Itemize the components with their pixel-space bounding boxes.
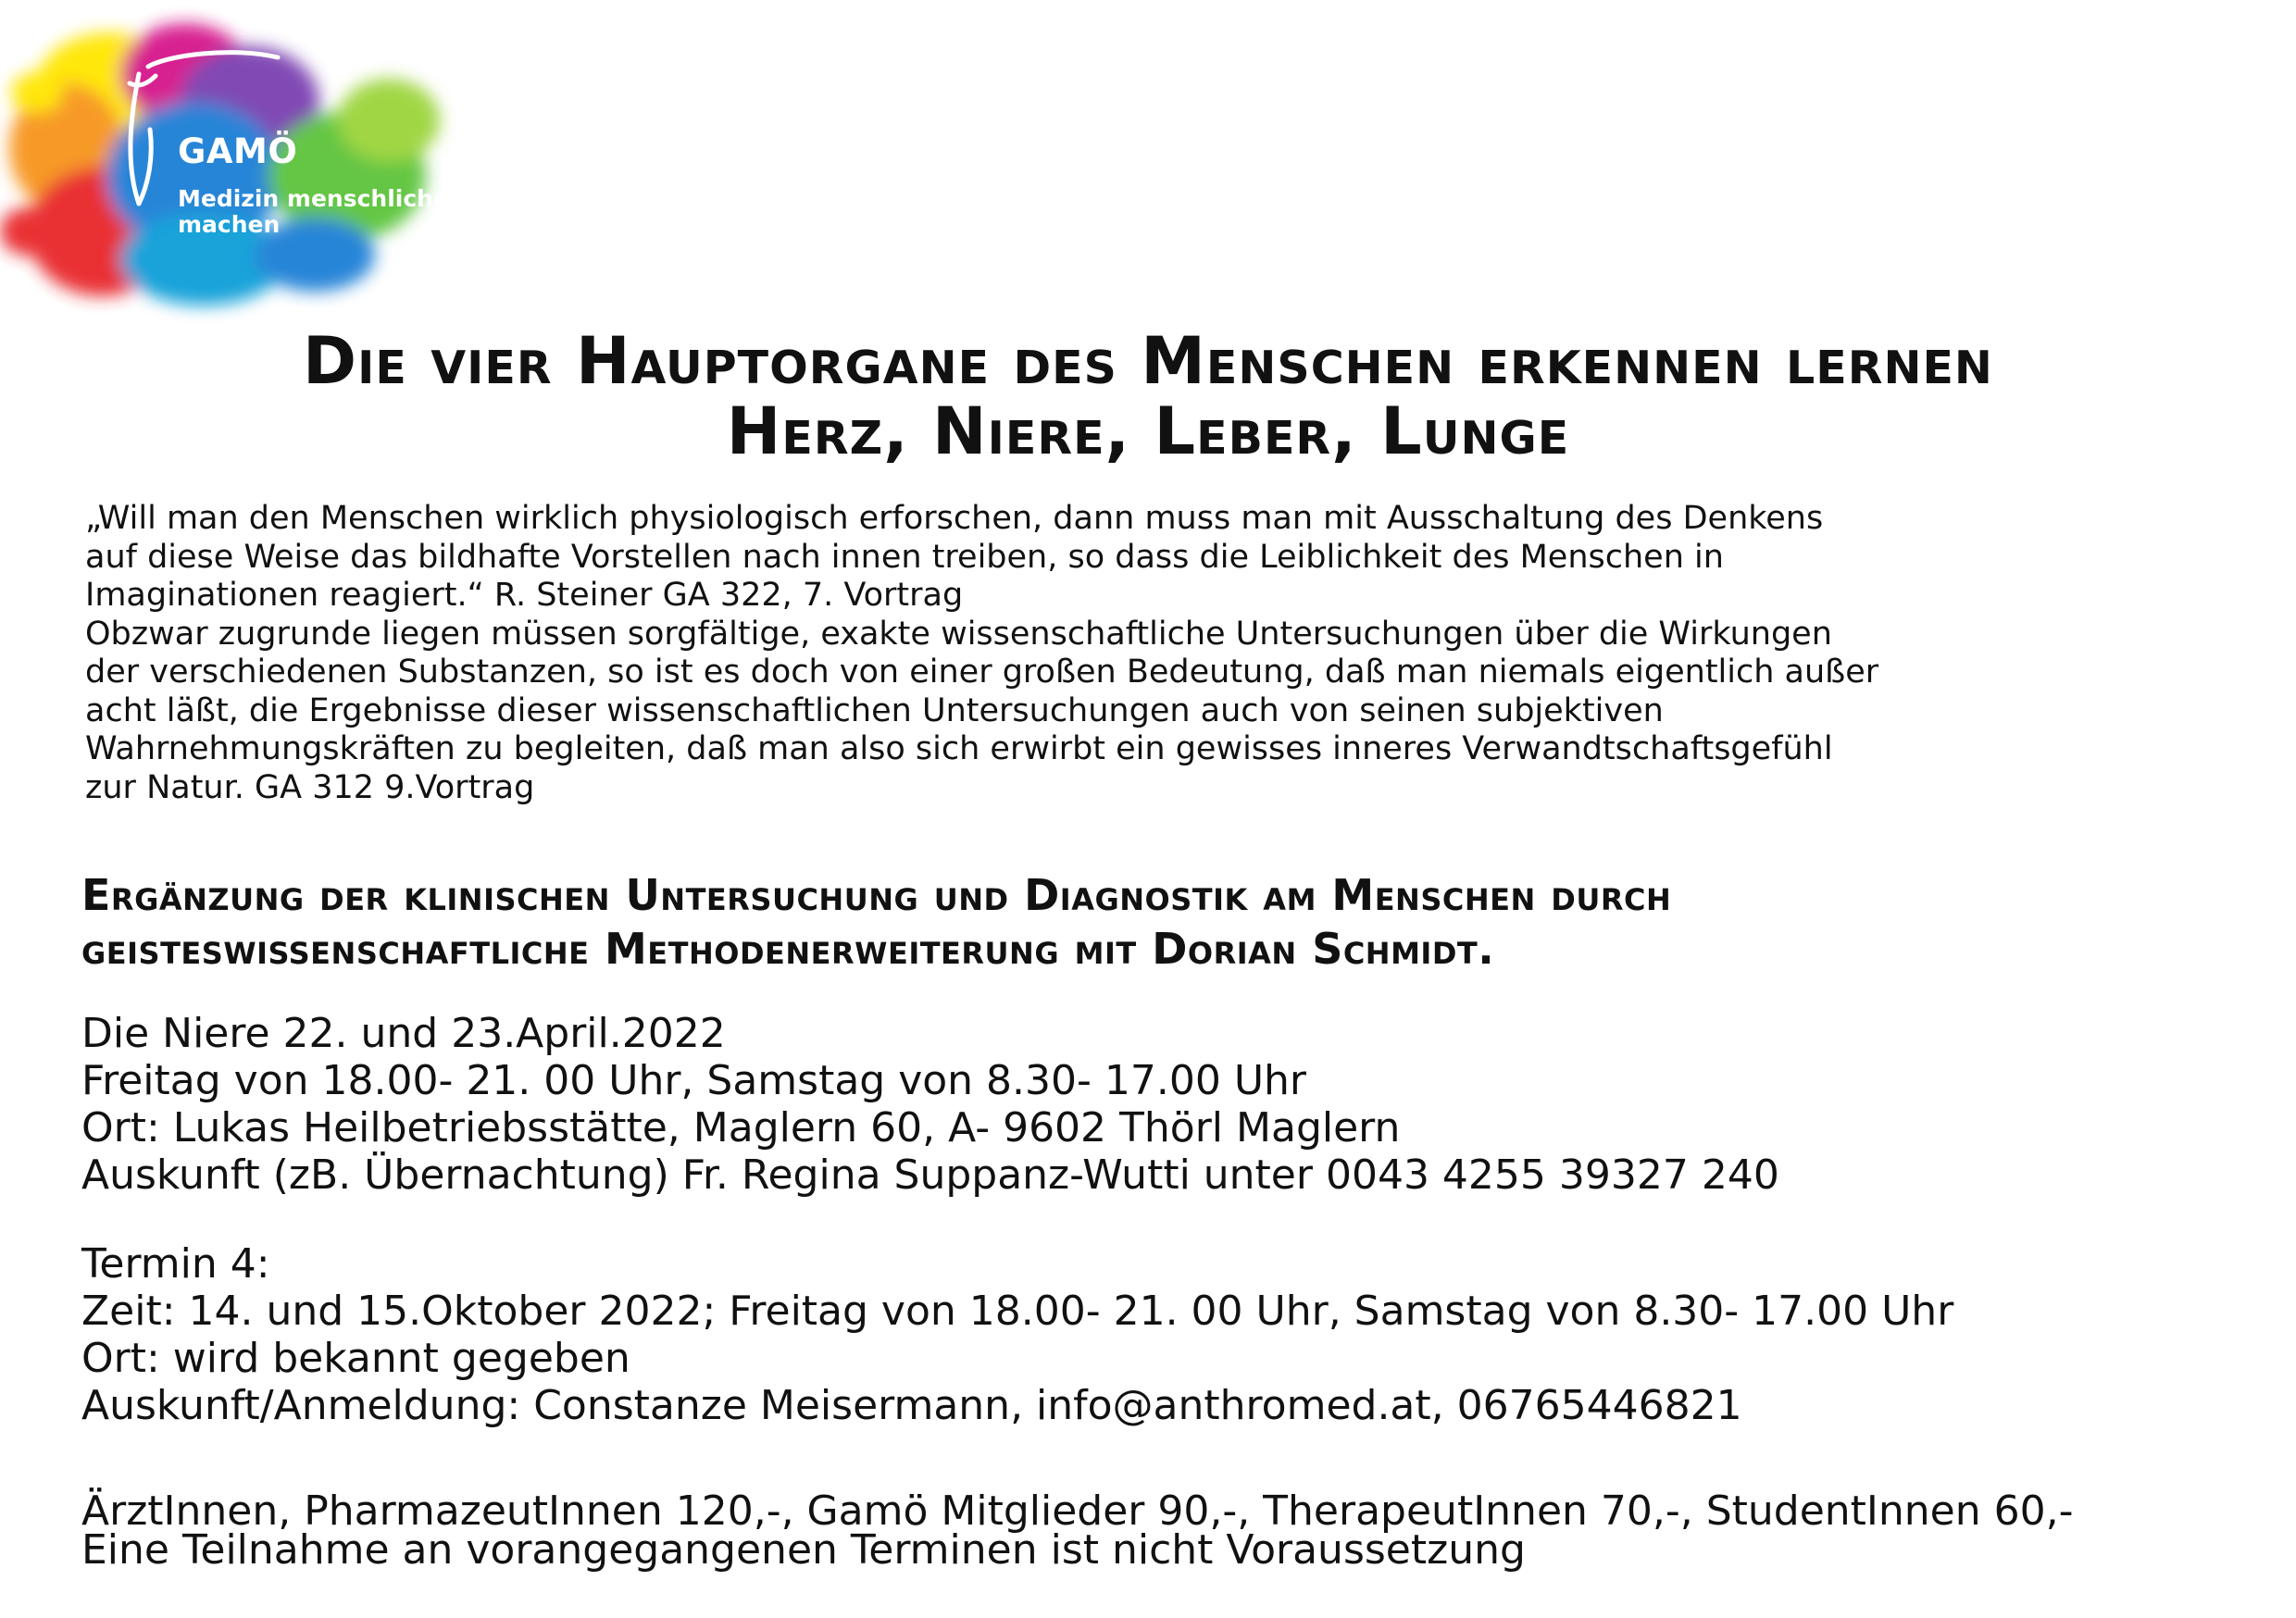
page-title: [111, 323, 2185, 469]
event-termin4-label: Termin 4:: [81, 1240, 270, 1288]
quote-line: Obzwar zugrunde liegen müssen sorgfältige, exakte wissenschaftliche Untersuchungen über die Wirkungen: [85, 615, 1832, 653]
event-termin4-location: Ort: wird bekannt gegeben: [81, 1335, 630, 1382]
event-niere-contact: Auskunft (zB. Übernachtung) Fr. Regina Suppanz-Wutti unter 0043 4255 39327 240: [81, 1151, 1779, 1199]
steiner-quote: [85, 500, 2215, 807]
subheading-line-1: Ergänzung der klinischen Untersuchung und Diagnostik am Menschen durch: [81, 870, 1672, 920]
pricing-details: [81, 1487, 2257, 1574]
event-termin4-registration: Auskunft/Anmeldung: Constanze Meisermann, info@anthromed.at, 06765446821: [81, 1382, 1742, 1429]
logo-brand-name: GAMÖ: [178, 131, 298, 171]
quote-line: auf diese Weise das bildhafte Vorstellen nach innen treiben, so dass die Leiblichkeit des Menschen in: [85, 538, 1724, 576]
quote-line: Wahrnehmungskräften zu begleiten, daß man also sich erwirbt ein gewisses inneres Verwandtschaftsgefühl: [85, 730, 1833, 767]
subheading-line-2: geisteswissenschaftliche Methodenerweiterung mit Dorian Schmidt.: [81, 924, 1495, 974]
title-line-1: Die vier Hauptorgane des Menschen erkennen lernen: [303, 323, 1993, 399]
title-line-2: Herz, Niere, Leber, Lunge: [726, 393, 1570, 469]
event-termin4-time: Zeit: 14. und 15.Oktober 2022; Freitag von 18.00- 21. 00 Uhr, Samstag von 8.30- 17.00 Uhr: [81, 1288, 1954, 1335]
event-niere-date: Die Niere 22. und 23.April.2022: [81, 1010, 726, 1057]
logo-tagline-line-2: machen: [178, 211, 281, 238]
event-niere-location: Ort: Lukas Heilbetriebsstätte, Maglern 60, A- 9602 Thörl Maglern: [81, 1104, 1401, 1151]
gamoe-logo: [0, 0, 463, 324]
quote-line: zur Natur. GA 312 9.Vortrag: [85, 768, 535, 806]
quote-line: „Will man den Menschen wirklich physiologisch erforschen, dann muss man mit Ausschaltung des Denkens: [85, 500, 1824, 537]
pricing-fees: ÄrztInnen, PharmazeutInnen 120,-, Gamö Mitglieder 90,-, TherapeutInnen 70,-, StudentInnen 60,-: [81, 1487, 2074, 1535]
quote-line: acht läßt, die Ergebnisse dieser wissenschaftlichen Untersuchungen auch von seinen subjektiven: [85, 691, 1664, 729]
logo-tagline-line-1: Medizin menschlicher: [178, 185, 461, 212]
event-niere-times: Freitag von 18.00- 21. 00 Uhr, Samstag von 8.30- 17.00 Uhr: [81, 1057, 1307, 1104]
pricing-note: Eine Teilnahme an vorangegangenen Terminen ist nicht Voraussetzung: [81, 1526, 1526, 1574]
course-subheading: [81, 868, 2229, 976]
quote-line: Imaginationen reagiert.“ R. Steiner GA 322, 7. Vortrag: [85, 577, 964, 614]
event-termin4-details: [81, 1240, 2257, 1429]
quote-line: der verschiedenen Substanzen, so ist es doch von einer großen Bedeutung, daß man niemals eigentlich außer: [85, 653, 1879, 691]
event-niere-details: [81, 1010, 2257, 1199]
